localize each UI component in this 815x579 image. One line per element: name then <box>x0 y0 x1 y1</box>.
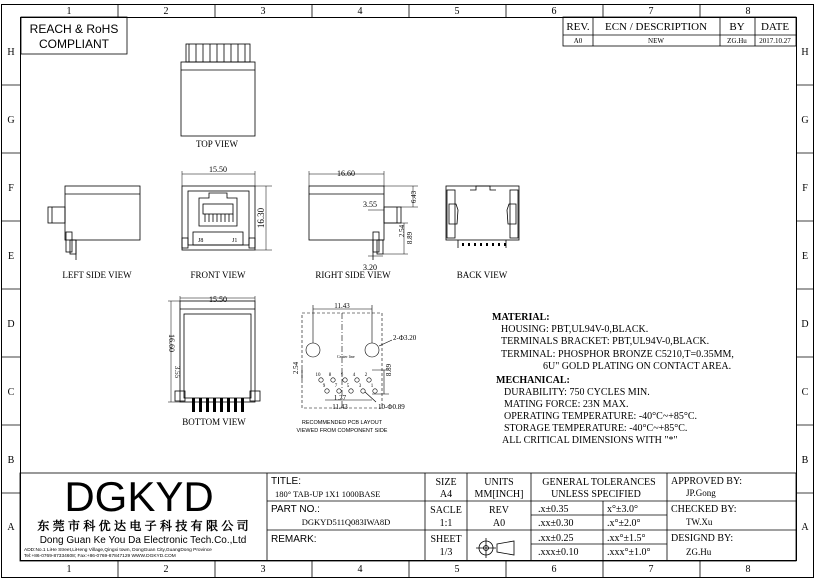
material-housing: HOUSING: PBT,UL94V-0,BLACK. <box>501 324 649 335</box>
date-header: DATE <box>760 21 790 33</box>
company-address: ADD:No.1 LiHe Street,LiHeng Village,Qingxi town, DongGuan City,GuangDong Province <box>24 548 212 553</box>
material-bracket: TERMINALS BRACKET: PBT,UL94V-0,BLACK. <box>501 336 710 347</box>
row-label-right: A <box>801 522 809 533</box>
col-label-bottom: 6 <box>551 564 557 575</box>
checked-label: CHECKED BY: <box>671 504 737 515</box>
row-label-left: F <box>8 183 14 194</box>
by-value: ZG.Hu <box>727 37 747 45</box>
compliance-line2: COMPLIANT <box>38 37 110 51</box>
tolerance-heading-line2: UNLESS SPECIFIED <box>551 489 641 500</box>
row-label-right: F <box>802 183 808 194</box>
col-label-top: 8 <box>745 6 751 17</box>
col-label-bottom: 1 <box>66 564 72 575</box>
company-name-en: Dong Guan Ke You Da Electronic Tech.Co.,Ltd <box>39 535 247 546</box>
title-value: 180° TAB-UP 1X1 1000BASE <box>275 489 381 499</box>
col-label-bottom: 5 <box>454 564 460 575</box>
pcb-small-hole-dim: 10-Φ0.89 <box>378 403 405 411</box>
back-view-drawing <box>446 186 519 248</box>
pcb-centerline-label: Center line <box>337 354 355 359</box>
ecn-value: NEW <box>648 37 664 45</box>
tolerance-cell: .xxx°±1.0° <box>607 547 651 558</box>
bottom-view-pins <box>192 398 244 412</box>
back-view-pins <box>462 243 506 246</box>
col-label-bottom: 7 <box>648 564 654 575</box>
pcb-889-dim: 8.89 <box>385 363 393 377</box>
tolerance-cell: .x°±2.0° <box>607 518 641 529</box>
rev-value-title: A0 <box>492 518 506 529</box>
part-value: DGKYD511Q083IWA8D <box>301 517 391 527</box>
compliance-line1: REACH & RoHS <box>29 22 119 36</box>
front-width-dim: 15.50 <box>209 165 227 174</box>
by-header: BY <box>729 21 745 33</box>
company-logo: DGKYD <box>64 473 214 520</box>
size-label: SIZE <box>435 477 457 488</box>
right-889-dim: 8.89 <box>406 231 414 245</box>
row-label-left: D <box>7 319 15 330</box>
back-view-label: BACK VIEW <box>456 270 508 280</box>
tolerance-cell: x°±3.0° <box>607 504 638 515</box>
material-terminal: TERMINAL: PHOSPHOR BRONZE C5210,T=0.35MM, <box>501 349 734 360</box>
company-contact: Tel:+86-0769-87334608; Fax:+86-0769-87847129 WWW.DGKYD.COM <box>24 554 176 559</box>
tolerance-heading-line1: GENERAL TOLERANCES <box>542 477 656 488</box>
front-view-label: FRONT VIEW <box>190 270 246 280</box>
row-label-right: G <box>801 115 809 126</box>
right-320-dim: 3.20 <box>363 263 377 272</box>
rev-value: A0 <box>573 37 583 45</box>
material-heading: MATERIAL: <box>492 312 550 323</box>
bottom-view-label: BOTTOM VIEW <box>182 417 246 427</box>
size-value: A4 <box>439 489 453 500</box>
row-label-left: C <box>7 387 15 398</box>
pcb-pin-number: 7 <box>334 384 338 389</box>
row-label-left: H <box>7 47 15 58</box>
sheet-value: 1/3 <box>439 547 453 558</box>
tolerance-cell: .xx°±1.5° <box>607 533 646 544</box>
company-name-cn: 东 莞 市 科 优 达 电 子 科 技 有 限 公 司 <box>37 519 249 533</box>
col-label-top: 1 <box>66 6 72 17</box>
row-label-left: B <box>7 455 15 466</box>
col-label-bottom: 4 <box>357 564 363 575</box>
mechanical-critical: ALL CRITICAL DIMENSIONS WITH "*" <box>502 435 678 446</box>
right-depth-dim: 16.60 <box>337 169 355 178</box>
tolerance-cell: .x±0.35 <box>538 504 569 515</box>
row-label-right: B <box>801 455 809 466</box>
designed-label: DESIGND BY: <box>671 533 734 544</box>
pcb-caption-line2: VIEWED FROM COMPONENT SIDE <box>296 428 388 434</box>
row-label-right: D <box>801 319 809 330</box>
row-label-right: C <box>801 387 809 398</box>
col-label-top: 2 <box>163 6 169 17</box>
right-dimension-lines <box>309 171 418 256</box>
top-view-drawing <box>181 44 255 136</box>
pcb-large-hole-dim: 2-Φ3.20 <box>393 334 417 342</box>
remark-label: REMARK: <box>271 534 317 545</box>
scale-value: 1:1 <box>439 518 453 529</box>
front-view-drawing <box>182 186 255 250</box>
mechanical-storage: STORAGE TEMPERATURE: -40°C~+85°C. <box>504 423 688 434</box>
mechanical-op-temp: OPERATING TEMPERATURE: -40°C~+85°C. <box>504 411 698 422</box>
right-355-dim: 3.55 <box>363 200 377 209</box>
designed-value: ZG.Hu <box>686 547 712 557</box>
bottom-1660-dim: 16.60 <box>167 334 176 352</box>
sheet-label: SHEET <box>430 534 462 545</box>
front-j8-label: J8 <box>198 238 204 244</box>
tolerance-cell: .xx±0.30 <box>538 518 574 529</box>
pcb-pin-number: 10 <box>315 373 321 378</box>
row-label-left: G <box>7 115 15 126</box>
top-view-label: TOP VIEW <box>195 139 239 149</box>
scale-label: SACLE <box>430 505 462 516</box>
rev-header: REV. <box>566 21 590 33</box>
pcb-pin-number: 3 <box>358 384 362 389</box>
date-value: 2017.10.27 <box>759 37 791 45</box>
mechanical-durability: DURABILITY: 750 CYCLES MIN. <box>504 387 650 398</box>
right-side-view-label: RIGHT SIDE VIEW <box>315 270 391 280</box>
col-label-bottom: 3 <box>260 564 266 575</box>
row-label-left: E <box>7 251 15 262</box>
pcb-pin-number: 4 <box>352 373 356 378</box>
bottom-view-drawing <box>175 301 260 402</box>
pcb-caption-line1: RECOMMENDED PCB LAYOUT <box>301 420 383 426</box>
rev-label: REV <box>489 505 509 516</box>
right-254-dim: 2.54 <box>398 224 406 238</box>
bottom-dimension-lines <box>168 296 255 402</box>
units-value: MM[INCH] <box>474 489 524 500</box>
bottom-width-dim: 15.50 <box>209 295 227 304</box>
col-label-top: 3 <box>260 6 266 17</box>
pcb-pin-number: 8 <box>328 373 332 378</box>
right-643-dim: 6.43 <box>410 190 418 204</box>
left-side-view-drawing <box>48 186 140 260</box>
row-label-right: H <box>801 47 809 58</box>
checked-value: TW.Xu <box>686 517 713 527</box>
approved-value: JP.Gong <box>686 488 716 498</box>
pcb-pin-number: 2 <box>364 373 368 378</box>
pcb-1143-top-dim: 11.43 <box>334 302 350 310</box>
col-label-bottom: 2 <box>163 564 169 575</box>
tolerance-cell: .xx±0.25 <box>538 533 574 544</box>
title-label: TITLE: <box>271 476 302 487</box>
col-label-top: 7 <box>648 6 654 17</box>
row-label-left: A <box>7 522 15 533</box>
col-label-top: 5 <box>454 6 460 17</box>
bottom-355-dim: 3.55 <box>173 365 181 379</box>
row-label-right: E <box>801 251 809 262</box>
col-label-top: 4 <box>357 6 363 17</box>
ecn-header: ECN / DESCRIPTION <box>604 21 708 33</box>
pcb-127-dim: 1.27 <box>333 394 347 402</box>
part-label: PART NO.: <box>271 504 320 515</box>
left-side-view-label: LEFT SIDE VIEW <box>62 270 132 280</box>
pcb-pin-number: 9 <box>322 384 326 389</box>
pcb-pin-number: 1 <box>370 384 374 389</box>
col-label-bottom: 8 <box>745 564 751 575</box>
material-plating: 6U" GOLD PLATING ON CONTACT AREA. <box>543 361 732 372</box>
col-label-top: 6 <box>551 6 557 17</box>
pcb-1143-bottom-dim: 11.43 <box>332 403 348 411</box>
pcb-254-dim: 2.54 <box>292 361 300 375</box>
mechanical-heading: MECHANICAL: <box>496 375 570 386</box>
approved-label: APPROVED BY: <box>671 476 743 487</box>
front-height-dim: 16.30 <box>256 207 266 229</box>
mechanical-mating: MATING FORCE: 23N MAX. <box>504 399 629 410</box>
units-label: UNITS <box>484 477 514 488</box>
pcb-pin-number: 5 <box>346 384 350 389</box>
front-j1-label: J1 <box>232 238 238 244</box>
pcb-pin-number: 6 <box>340 373 344 378</box>
tolerance-cell: .xxx±0.10 <box>538 547 579 558</box>
